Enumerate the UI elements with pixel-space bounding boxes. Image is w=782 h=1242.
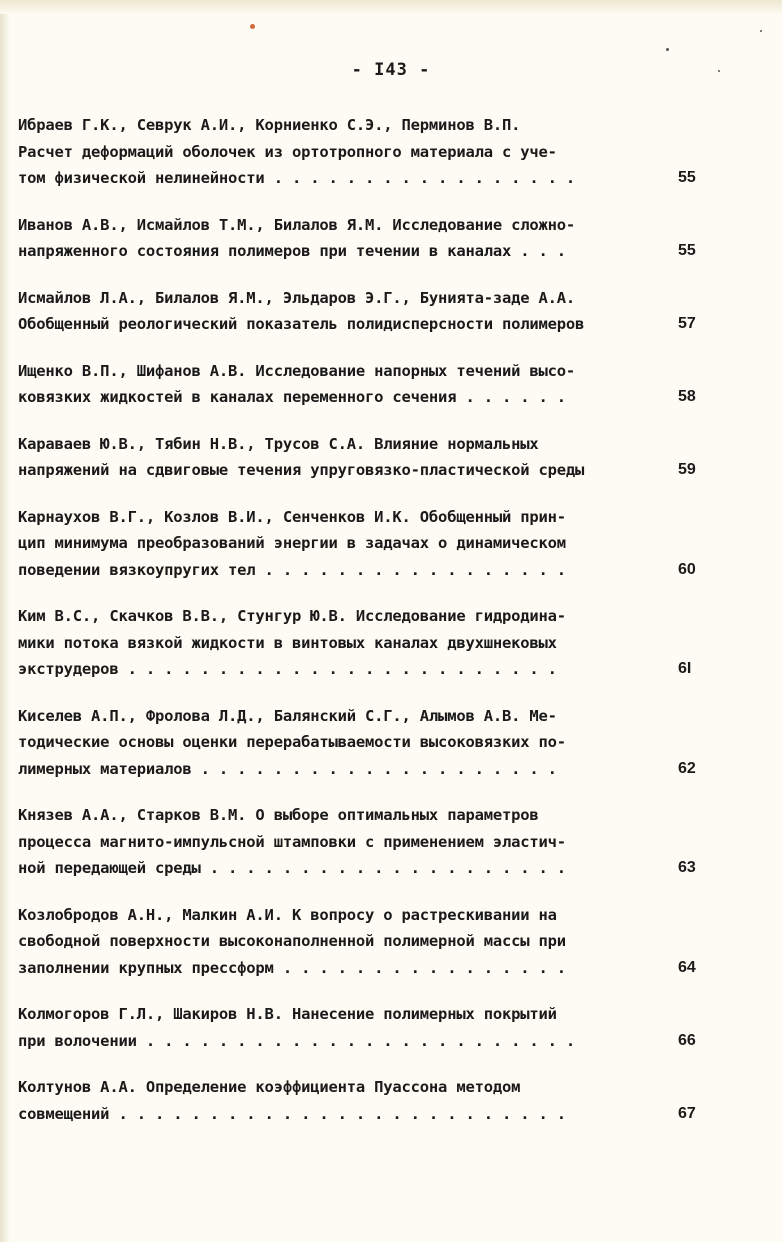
toc-entry-line: экструдеров . . . . . . . . . . . . . . . . . . . . . . . . — [18, 660, 557, 678]
toc-entry-page-number: 67 — [678, 1104, 696, 1122]
toc-entry-page-number: 55 — [678, 242, 696, 259]
toc-entry-page-number: 66 — [678, 1031, 696, 1049]
table-of-contents — [18, 112, 718, 1147]
toc-entry-page-number: 6I — [678, 660, 692, 677]
toc-entry-line: напряжений на сдвиговые течения упруговязко-пластической среды — [18, 461, 585, 479]
toc-entry — [18, 431, 718, 484]
toc-entry — [18, 504, 718, 584]
toc-entry-page-number: 55 — [678, 169, 696, 186]
toc-entry-line: Расчет деформаций оболочек из ортотропного материала с уче- — [18, 142, 557, 161]
toc-entry-line: Козлобродов А.Н., Малкин А.И. К вопросу о растрескивании на — [18, 905, 557, 924]
page-edge-shadow-left — [0, 0, 10, 1242]
toc-entry-line: Карнаухов В.Г., Козлов В.И., Сенченков И.К. Обобщенный прин- — [18, 507, 566, 526]
toc-entry-line: совмещений . . . . . . . . . . . . . . . . . . . . . . . . . — [18, 1104, 566, 1123]
toc-entry — [18, 1074, 718, 1127]
toc-entry — [18, 802, 718, 882]
toc-entry-line: Ищенко В.П., Шифанов А.В. Исследование напорных течений высо- — [18, 361, 576, 380]
toc-entry — [18, 285, 718, 338]
toc-entry-line: напряженного состояния полимеров при течении в каналах . . . — [18, 242, 566, 260]
scan-speck — [250, 24, 255, 29]
toc-entry-line: Колмогоров Г.Л., Шакиров Н.В. Нанесение полимерных покрытий — [18, 1005, 557, 1023]
toc-entry — [18, 358, 718, 411]
toc-entry-line: лимерных материалов . . . . . . . . . . . . . . . . . . . . — [18, 759, 557, 778]
toc-entry-line: Ким В.С., Скачков В.В., Стунгур Ю.В. Исследование гидродина- — [18, 607, 566, 625]
toc-entry — [18, 603, 718, 683]
toc-entry-line: Иванов А.В., Исмайлов Т.М., Билалов Я.М. Исследование сложно- — [18, 215, 576, 234]
toc-entry-line: том физической нелинейности . . . . . . . . . . . . . . . . . — [18, 169, 576, 187]
toc-entry — [18, 902, 718, 982]
toc-entry — [18, 703, 718, 783]
toc-entry-line: цип минимума преобразований энергии в задачах о динамическом — [18, 534, 566, 552]
toc-entry-line: заполнении крупных прессформ . . . . . . . . . . . . . . . . — [18, 958, 566, 977]
toc-entry-line: Исмайлов Л.А., Билалов Я.М., Эльдаров Э.Г., Бунията-заде А.А. — [18, 288, 576, 307]
toc-entry-line: поведении вязкоупругих тел . . . . . . . . . . . . . . . . . — [18, 560, 566, 579]
scan-speck — [718, 70, 720, 72]
scan-speck — [760, 30, 762, 32]
toc-entry — [18, 112, 718, 192]
toc-entry-page-number: 62 — [678, 759, 696, 777]
toc-entry-line: ковязких жидкостей в каналах переменного сечения . . . . . . — [18, 388, 566, 406]
toc-entry-page-number: 57 — [678, 315, 696, 332]
toc-entry-line: ной передающей среды . . . . . . . . . . . . . . . . . . . . — [18, 859, 566, 877]
toc-entry-page-number: 60 — [678, 560, 696, 578]
toc-entry-line: процесса магнито-импульсной штамповки с применением эластич- — [18, 832, 566, 851]
toc-entry-line: Ибраев Г.К., Севрук А.И., Корниенко С.Э., Перминов В.П. — [18, 116, 521, 134]
toc-entry-line: Обобщенный реологический показатель полидисперсности полимеров — [18, 315, 585, 333]
toc-entry-page-number: 64 — [678, 958, 696, 976]
toc-entry-page-number: 59 — [678, 461, 696, 478]
toc-entry-line: Колтунов А.А. Определение коэффициента Пуассона методом — [18, 1078, 521, 1096]
scan-speck — [666, 48, 669, 51]
toc-entry-line: при волочении . . . . . . . . . . . . . . . . . . . . . . . . — [18, 1031, 576, 1050]
toc-entry-line: мики потока вязкой жидкости в винтовых каналах двухшнековых — [18, 633, 557, 652]
toc-entry-line: тодические основы оценки перерабатываемости высоковязких по- — [18, 733, 566, 751]
toc-entry-line: Киселев А.П., Фролова Л.Д., Балянский С.Г., Алымов А.В. Ме- — [18, 706, 557, 725]
page-number: - I43 - — [351, 60, 431, 80]
toc-entry-line: Караваев Ю.В., Тябин Н.В., Трусов С.А. Влияние нормальных — [18, 434, 539, 453]
toc-entry-line: свободной поверхности высоконаполненной полимерной массы при — [18, 932, 566, 950]
toc-entry-page-number: 58 — [678, 388, 696, 405]
toc-entry-line: Князев А.А., Старков В.М. О выборе оптимальных параметров — [18, 806, 539, 824]
toc-entry-page-number: 63 — [678, 859, 696, 876]
toc-entry — [18, 1001, 718, 1054]
page-edge-shadow-top — [0, 0, 782, 14]
toc-entry — [18, 212, 718, 265]
